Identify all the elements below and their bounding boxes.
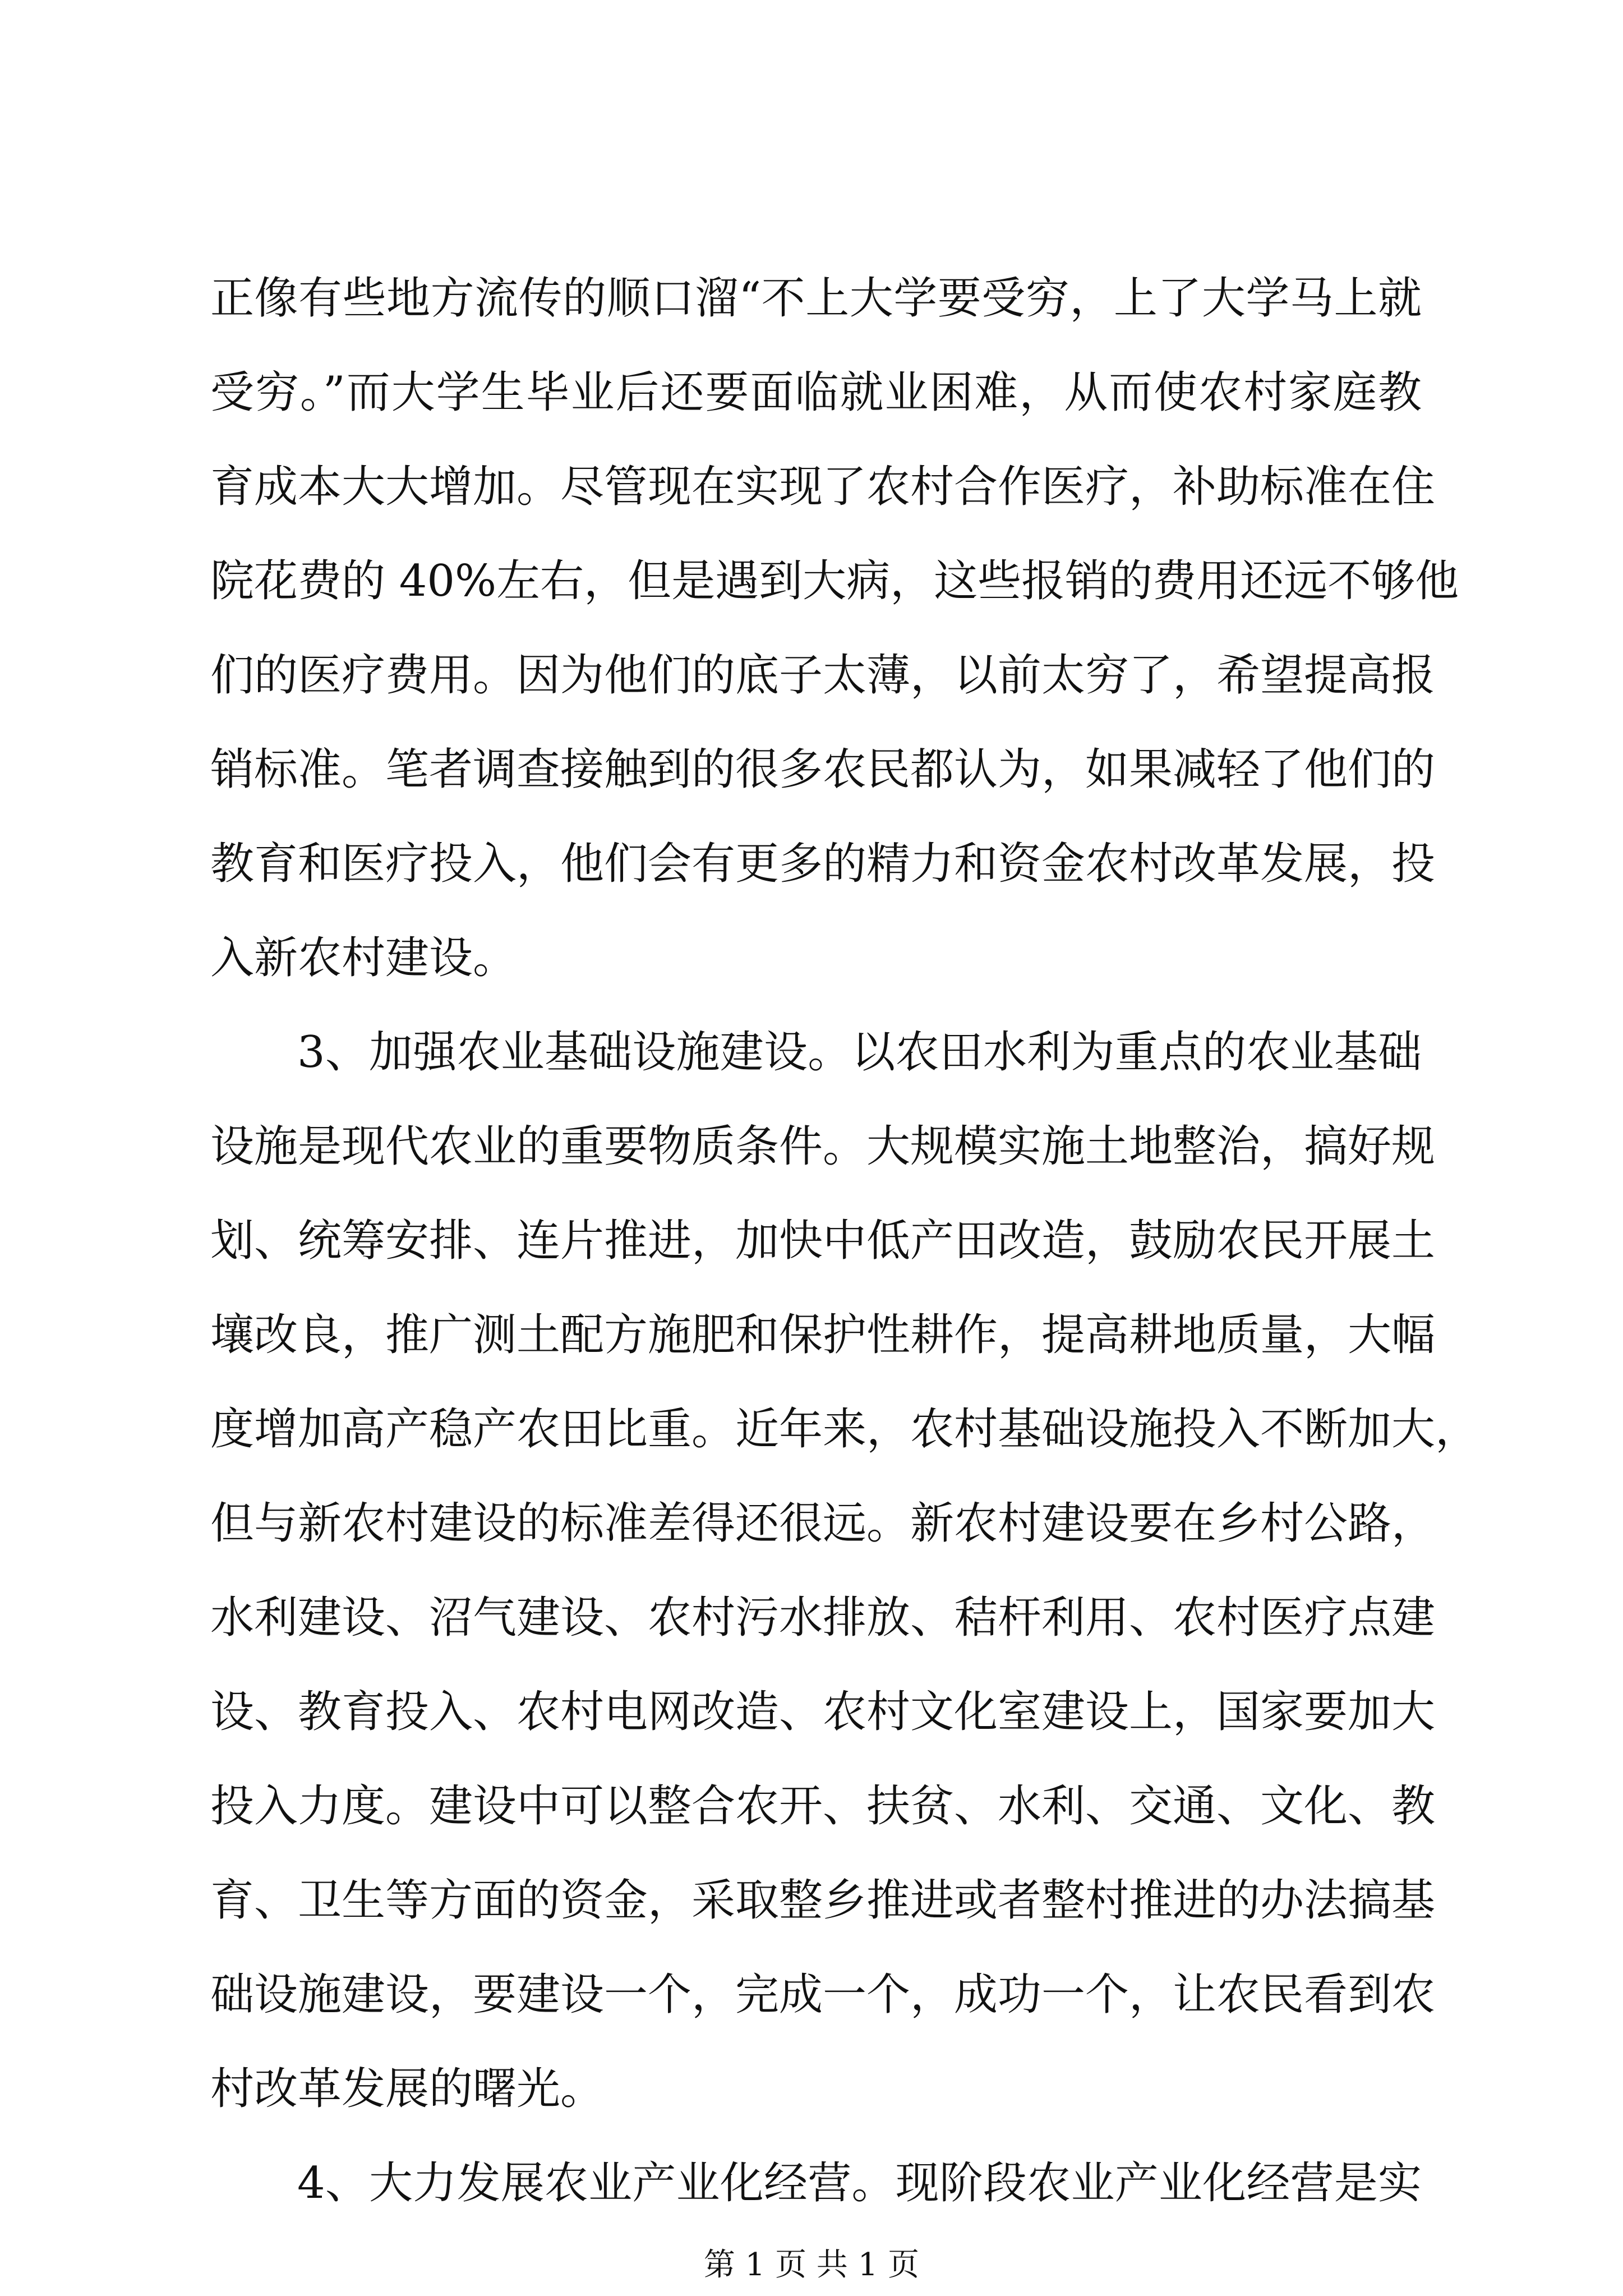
page-footer: 第 1 页 共 1 页 xyxy=(703,2247,920,2283)
text-line: 设施是现代农业的重要物质条件。大规模实施土地整治，搞好规 xyxy=(210,1121,1436,1172)
text-line: 正像有些地方流传的顺口溜“不上大学要受穷，上了大学马上就 xyxy=(210,273,1422,324)
text-line: 划、统筹安排、连片推进，加快中低产田改造，鼓励农民开展土 xyxy=(210,1216,1436,1266)
text-line: 教育和医疗投入，他们会有更多的精力和资金农村改革发展，投 xyxy=(210,839,1436,889)
text-line: 育成本大大增加。尽管现在实现了农村合作医疗，补助标准在住 xyxy=(210,462,1436,512)
text-line: 入新农村建设。 xyxy=(210,933,517,983)
text-line: 但与新农村建设的标准差得还很远。新农村建设要在乡村公路， xyxy=(210,1498,1436,1549)
text-line: 度增加高产稳产农田比重。近年来，农村基础设施投入不断加大， xyxy=(210,1404,1479,1455)
text-line: 受穷。”而大学生毕业后还要面临就业困难，从而使农村家庭教 xyxy=(210,367,1422,418)
text-line: 村改革发展的曙光。 xyxy=(210,2064,605,2114)
text-line: 院花费的 40%左右，但是遇到大病，这些报销的费用还远不够他 xyxy=(210,556,1459,606)
text-line: 础设施建设，要建设一个，完成一个，成功一个，让农民看到农 xyxy=(210,1970,1436,2020)
text-line: 设、教育投入、农村电网改造、农村文化室建设上，国家要加大 xyxy=(210,1687,1436,1737)
text-line: 4、大力发展农业产业化经营。现阶段农业产业化经营是实 xyxy=(297,2158,1422,2208)
text-line: 育、卫生等方面的资金，采取整乡推进或者整村推进的办法搞基 xyxy=(210,1875,1436,1926)
text-line: 投入力度。建设中可以整合农开、扶贫、水利、交通、文化、教 xyxy=(210,1781,1436,1832)
text-line: 们的医疗费用。因为他们的底子太薄，以前太穷了，希望提高报 xyxy=(210,650,1436,701)
text-line: 壤改良，推广测土配方施肥和保护性耕作，提高耕地质量，大幅 xyxy=(210,1310,1436,1360)
text-line: 水利建设、沼气建设、农村污水排放、秸杆利用、农村医疗点建 xyxy=(210,1593,1436,1643)
text-line: 3、加强农业基础设施建设。以农田水利为重点的农业基础 xyxy=(297,1027,1422,1078)
text-line: 销标准。笔者调查接触到的很多农民都认为，如果减轻了他们的 xyxy=(210,744,1436,795)
